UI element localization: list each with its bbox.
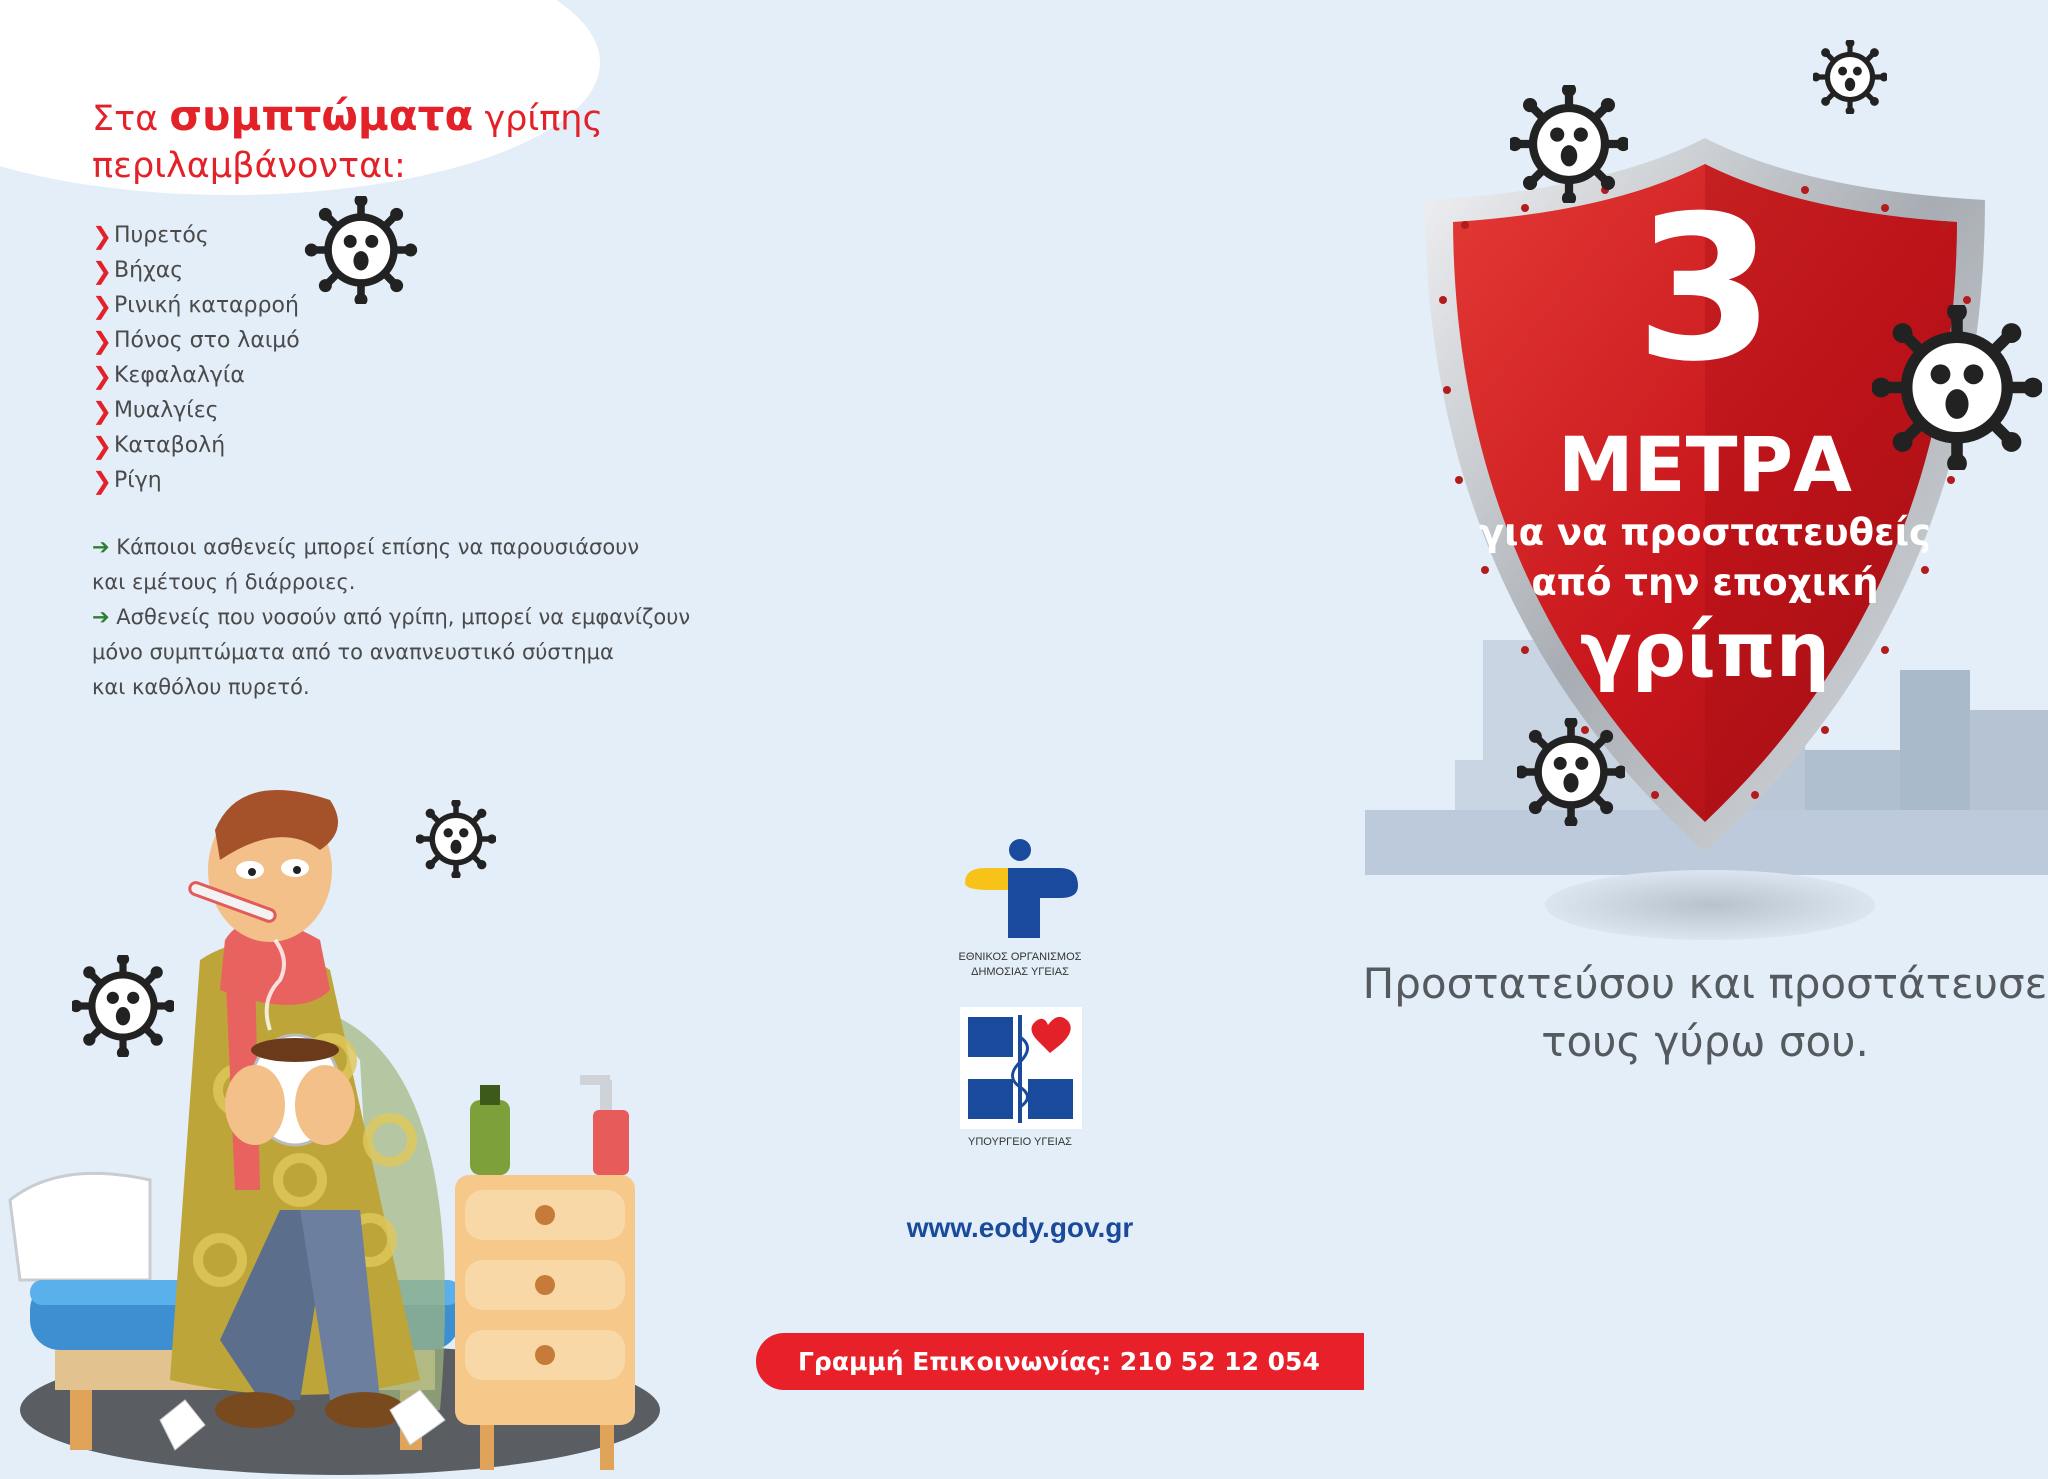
symptom-item: ❯ Καταβολή	[92, 431, 226, 460]
symptoms-title: Στα συμπτώματα γρίπης περιλαμβάνονται:	[92, 91, 604, 186]
virus-icon	[1510, 85, 1628, 203]
virus-icon	[1872, 305, 2042, 470]
chevron-right-icon: ❯	[92, 466, 113, 495]
virus-icon	[302, 196, 420, 304]
arrow-right-icon: ➔	[92, 535, 110, 559]
chevron-right-icon: ❯	[92, 431, 113, 460]
symptom-item: ❯ Πόνος στο λαιμό	[92, 326, 300, 355]
symptom-item: ❯ Ρίγη	[92, 466, 162, 495]
virus-icon	[1813, 40, 1887, 114]
chevron-right-icon: ❯	[92, 361, 113, 390]
chevron-right-icon: ❯	[92, 291, 113, 320]
symptom-item: ❯ Βήχας	[92, 256, 184, 285]
symptoms-list	[92, 218, 300, 498]
tagline: Προστατεύσου και προστάτευσε τους γύρω σου.	[1362, 959, 2048, 1066]
measures-count: 3	[1635, 173, 1775, 406]
symptom-item: ❯ Κεφαλαλγία	[92, 361, 245, 390]
chevron-right-icon: ❯	[92, 221, 113, 250]
virus-icon	[1517, 718, 1625, 826]
virus-icon	[72, 955, 174, 1057]
website-link[interactable]: www.eody.gov.gr	[906, 1212, 1134, 1243]
symptom-item: ❯ Πυρετός	[92, 221, 209, 250]
arrow-right-icon: ➔	[92, 605, 110, 629]
sick-person-illustration	[0, 760, 700, 1479]
eody-name: ΕΘΝΙΚΟΣ ΟΡΓΑΝΙΣΜΟΣ ΔΗΜΟΣΙΑΣ ΥΓΕΙΑΣ	[958, 951, 1082, 978]
measures-word: ΜΕΤΡΑ	[1558, 420, 1852, 509]
ministry-name: ΥΠΟΥΡΓΕΙΟ ΥΓΕΙΑΣ	[968, 1136, 1072, 1148]
chevron-right-icon: ❯	[92, 326, 113, 355]
chevron-right-icon: ❯	[92, 396, 113, 425]
symptom-item: ❯ Μυαλγίες	[92, 396, 219, 425]
cover-line2: από την εποχική	[1531, 561, 1879, 604]
chevron-right-icon: ❯	[92, 256, 113, 285]
cover-line3: γρίπη	[1579, 605, 1830, 694]
hotline-banner: Γραμμή Επικοινωνίας: 210 52 12 054	[756, 1333, 1364, 1390]
cover-line1: για να προστατευθείς	[1478, 511, 1931, 554]
shield-shadow	[1545, 870, 1875, 940]
symptom-notes: ➔ Κάποιοι ασθενείς μπορεί επίσης να παρουσιάσουν και εμέτους ή διάρροιες. ➔ Ασθενείς που νοσούν από γρίπη, μπορεί να εμφανίζουν μόνο συμπτώματα από το αναπνευστικό σύστημα και καθόλου πυρετό.	[92, 535, 691, 699]
eody-logo	[960, 838, 1082, 943]
virus-icon	[416, 800, 496, 878]
ministry-of-health-logo	[960, 1007, 1082, 1129]
symptom-item: ❯ Ρινική καταρροή	[92, 291, 299, 320]
